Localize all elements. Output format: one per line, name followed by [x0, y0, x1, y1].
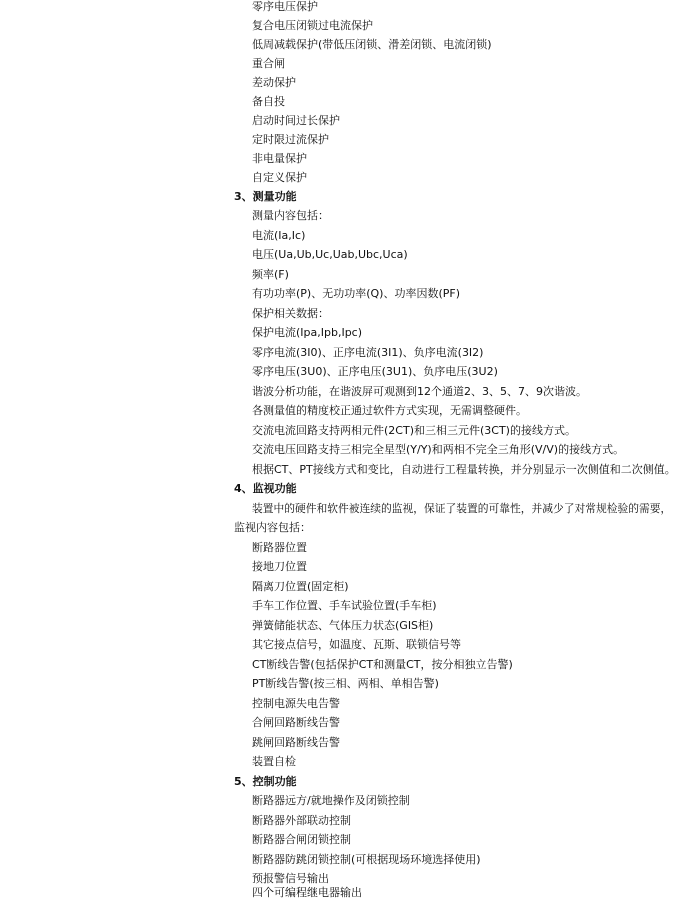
measurement-item: 根据CT、PT接线方式和变比，自动进行工程量转换，并分别显示一次侧值和二次侧值。 — [252, 463, 676, 476]
monitoring-item: 合闸回路断线告警 — [252, 716, 340, 729]
monitoring-item: CT断线告警(包括保护CT和测量CT，按分相独立告警) — [252, 658, 513, 671]
protection-item: 启动时间过长保护 — [252, 114, 340, 127]
monitoring-item: 手车工作位置、手车试验位置(手车柜) — [252, 599, 437, 612]
measurement-item: 频率(F) — [252, 268, 289, 281]
monitoring-item: 装置自检 — [252, 755, 296, 768]
measurement-item: 电流(Ia,Ic) — [252, 229, 306, 242]
monitoring-item: PT断线告警(按三相、两相、单相告警) — [252, 677, 439, 690]
measurement-item: 交流电压回路支持三相完全星型(Y/Y)和两相不完全三角形(V/V)的接线方式。 — [252, 443, 625, 456]
control-item: 预报警信号输出 — [252, 872, 329, 885]
protection-item: 备自投 — [252, 95, 285, 108]
measurement-item: 保护电流(Ipa,Ipb,Ipc) — [252, 326, 363, 339]
control-item: 断路器外部联动控制 — [252, 814, 351, 827]
control-item: 断路器合闸闭锁控制 — [252, 833, 351, 846]
monitoring-item: 其它接点信号，如温度、瓦斯、联锁信号等 — [252, 638, 461, 651]
monitoring-item: 接地刀位置 — [252, 560, 307, 573]
protection-item: 非电量保护 — [252, 152, 307, 165]
monitoring-intro: 装置中的硬件和软件被连续的监视，保证了装置的可靠性，并减少了对常规检验的需要， — [252, 502, 672, 515]
monitoring-item: 隔离刀位置(固定柜) — [252, 580, 349, 593]
measurement-heading: 3、测量功能 — [234, 190, 297, 203]
control-item: 断路器远方/就地操作及闭锁控制 — [252, 794, 410, 807]
protection-item: 重合闸 — [252, 57, 285, 70]
measurement-item: 保护相关数据： — [252, 307, 329, 320]
monitoring-intro-cont: 监视内容包括： — [234, 521, 311, 534]
monitoring-item: 跳闸回路断线告警 — [252, 736, 340, 749]
measurement-item: 有功功率(P)、无功功率(Q)、功率因数(PF) — [252, 287, 460, 300]
control-heading: 5、控制功能 — [234, 775, 297, 788]
measurement-item: 交流电流回路支持两相元件(2CT)和三相三元件(3CT)的接线方式。 — [252, 424, 576, 437]
monitoring-item: 控制电源失电告警 — [252, 697, 340, 710]
measurement-item: 各测量值的精度校正通过软件方式实现，无需调整硬件。 — [252, 404, 527, 417]
measurement-item: 零序电压(3U0)、正序电压(3U1)、负序电压(3U2) — [252, 365, 498, 378]
control-item: 四个可编程继电器输出 — [252, 886, 362, 899]
protection-item: 自定义保护 — [252, 171, 307, 184]
monitoring-item: 断路器位置 — [252, 541, 307, 554]
protection-item: 零序电压保护 — [252, 0, 318, 13]
protection-item: 差动保护 — [252, 76, 296, 89]
measurement-item: 测量内容包括： — [252, 209, 329, 222]
measurement-item: 谐波分析功能，在谐波屏可观测到12个通道2、3、5、7、9次谐波。 — [252, 385, 587, 398]
monitoring-item: 弹簧储能状态、气体压力状态(GIS柜) — [252, 619, 434, 632]
protection-item: 定时限过流保护 — [252, 133, 329, 146]
protection-item: 复合电压闭锁过电流保护 — [252, 19, 373, 32]
control-item: 断路器防跳闭锁控制(可根据现场环境选择使用) — [252, 853, 481, 866]
protection-item: 低周减载保护(带低压闭锁、滑差闭锁、电流闭锁) — [252, 38, 492, 51]
monitoring-heading: 4、监视功能 — [234, 482, 297, 495]
measurement-item: 电压(Ua,Ub,Uc,Uab,Ubc,Uca) — [252, 248, 408, 261]
measurement-item: 零序电流(3I0)、正序电流(3I1)、负序电流(3I2) — [252, 346, 484, 359]
